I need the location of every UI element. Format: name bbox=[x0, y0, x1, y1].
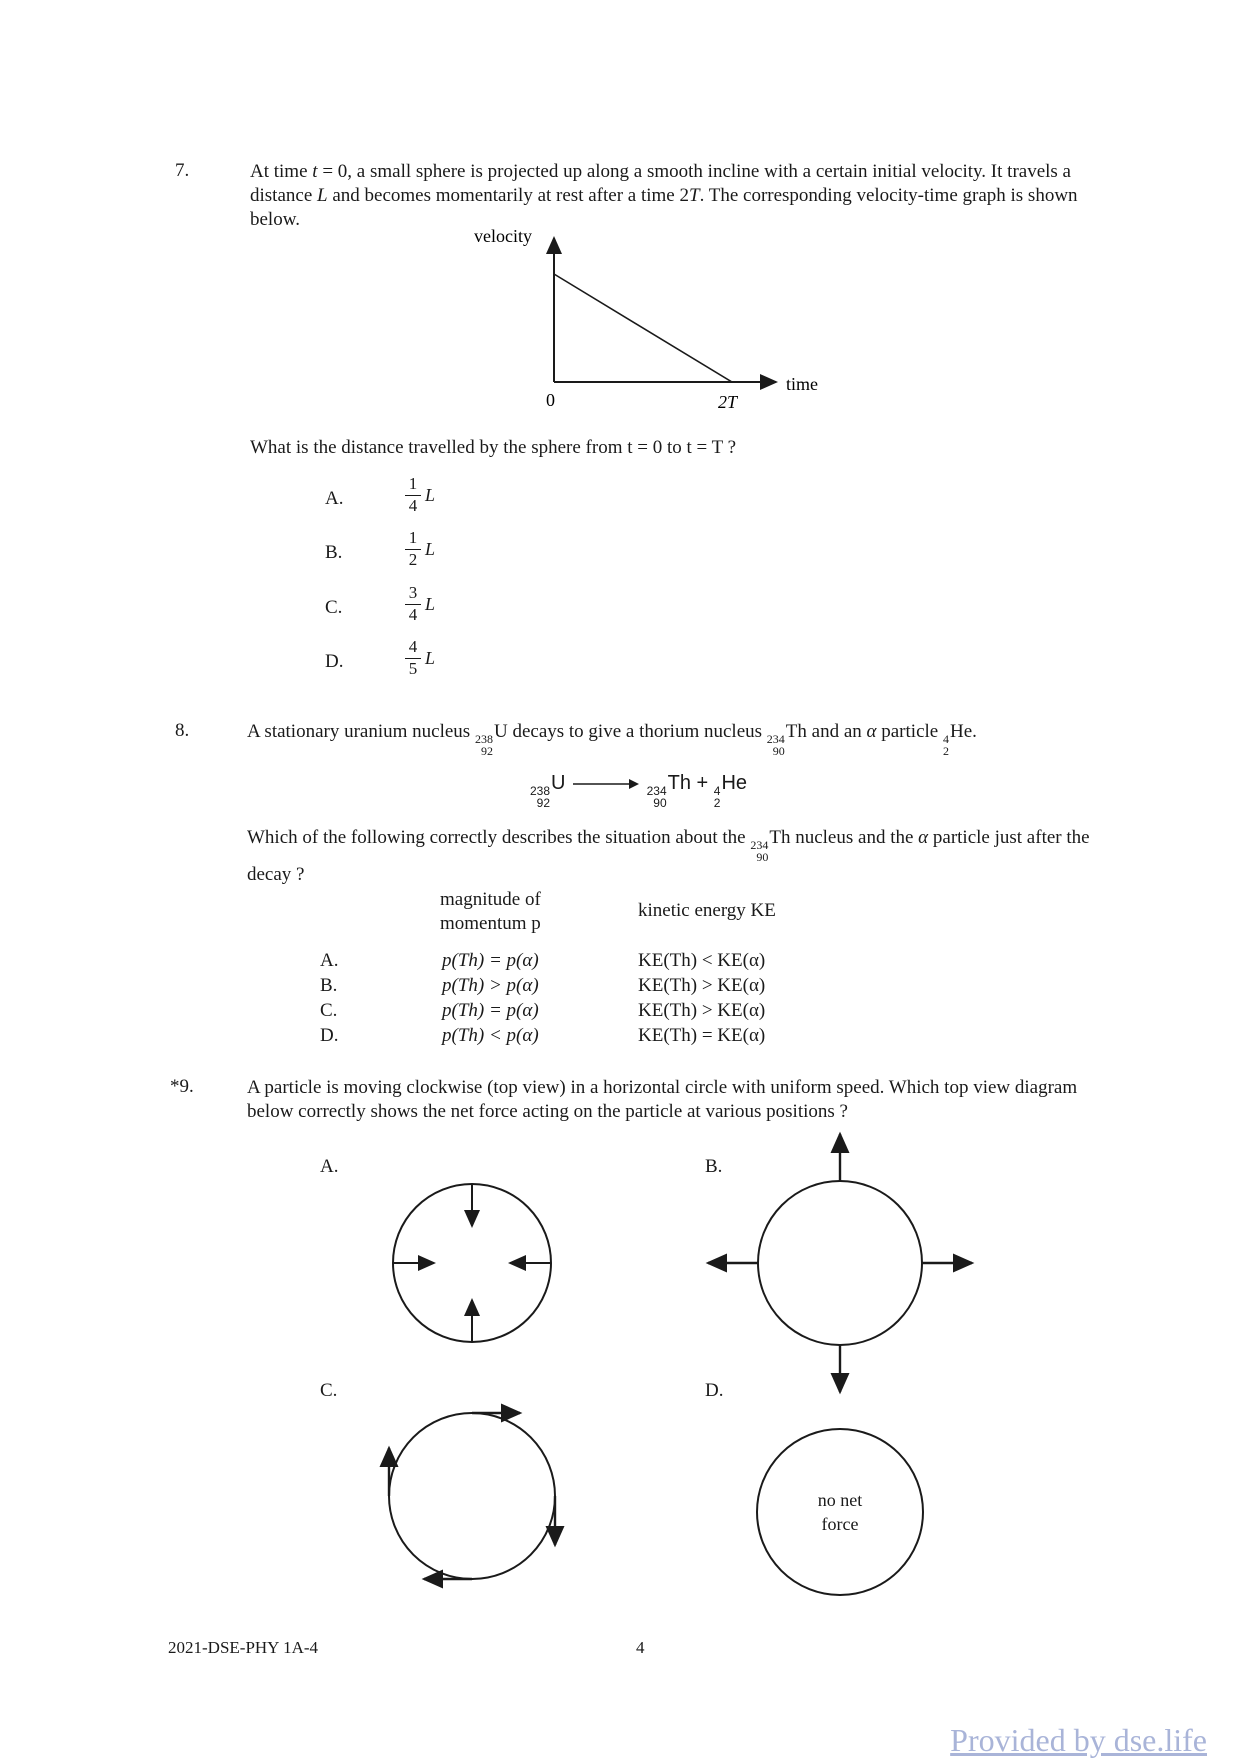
y-axis-label: velocity bbox=[474, 226, 532, 246]
velocity-time-graph bbox=[440, 222, 860, 412]
question-7-stem: At time t = 0, a small sphere is projected up along a smooth incline with a certain initial velocity. It travels a distance L and becomes momentarily at rest after a time 2T. The corresponding velocity-time graph is shown below. bbox=[250, 161, 1078, 230]
uranium-symbol: 238 92 U bbox=[474, 721, 508, 758]
q8-ke-cell: KE(Th) > KE(α) bbox=[638, 999, 766, 1021]
q8-row-a[interactable] bbox=[320, 948, 765, 973]
q7-option-c-fraction: $\frac{3}{4}$ bbox=[405, 583, 421, 625]
paper-code: 2021-DSE-PHY 1A-4 bbox=[168, 1638, 319, 1657]
q7-option-b-var: L bbox=[425, 539, 436, 559]
watermark-link[interactable]: Provided by dse.life bbox=[950, 1722, 1207, 1758]
diagram-c bbox=[389, 1413, 555, 1579]
q8-momentum-cell: p(Th) > p(α) bbox=[442, 974, 539, 996]
q7-option-d-fraction: $\frac{4}{5}$ bbox=[405, 637, 421, 679]
no-net-force-label: no net force bbox=[817, 1490, 863, 1534]
x-axis-label: time bbox=[786, 374, 818, 394]
q8-row-d[interactable] bbox=[320, 1023, 765, 1048]
q8-ke-cell: KE(Th) > KE(α) bbox=[638, 974, 766, 996]
q9-option-a-label[interactable]: A. bbox=[320, 1156, 339, 1177]
diagram-b bbox=[708, 1134, 972, 1392]
question-9-stem: A particle is moving clockwise (top view) in a horizontal circle with uniform speed. Which top view diagram below correctly shows the net force acting on the particle at various positions ? bbox=[247, 1077, 1078, 1122]
q8-row-label: C. bbox=[320, 999, 338, 1021]
q7-option-c-var: L bbox=[425, 594, 436, 614]
end-time-label: 2T bbox=[718, 392, 738, 412]
q8-ke-cell: KE(Th) = KE(α) bbox=[638, 1024, 766, 1046]
q8-col2-header: kinetic energy KE bbox=[638, 900, 776, 921]
q8-momentum-cell: p(Th) = p(α) bbox=[442, 999, 539, 1021]
q7-option-d-var: L bbox=[425, 648, 436, 668]
q7-option-a-fraction: $\frac{1}{4}$ bbox=[405, 474, 421, 516]
question-8-number: 8. bbox=[175, 720, 190, 741]
q9-option-c-label[interactable]: C. bbox=[320, 1380, 338, 1401]
origin-label: 0 bbox=[546, 390, 555, 410]
q7-option-d-label[interactable]: D. bbox=[325, 651, 344, 672]
question-8-prompt: Which of the following correctly describes the situation about the 234 90 Th nucleus and the α particle just after the decay ? bbox=[247, 827, 1090, 885]
q8-momentum-cell: p(Th) < p(α) bbox=[442, 1024, 539, 1046]
q8-row-label: B. bbox=[320, 974, 338, 996]
q9-option-d-label[interactable]: D. bbox=[705, 1380, 724, 1401]
thorium-symbol: 234 90 Th bbox=[766, 721, 807, 758]
q7-option-b-fraction: $\frac{1}{2}$ bbox=[405, 528, 421, 570]
question-9-number: *9. bbox=[170, 1076, 194, 1097]
helium-symbol: 4 2 He bbox=[942, 721, 973, 758]
q8-row-label: A. bbox=[320, 949, 339, 971]
q7-option-c-label[interactable]: C. bbox=[325, 597, 343, 618]
velocity-line bbox=[554, 274, 732, 382]
q7-option-a-label[interactable]: A. bbox=[325, 488, 344, 509]
q8-options-table bbox=[320, 948, 765, 1048]
q8-momentum-cell: p(Th) = p(α) bbox=[442, 949, 539, 971]
q9-option-b-label[interactable]: B. bbox=[705, 1156, 723, 1177]
q8-ke-cell: KE(Th) < KE(α) bbox=[638, 949, 766, 971]
q8-row-b[interactable] bbox=[320, 973, 765, 998]
question-7-number: 7. bbox=[175, 160, 190, 181]
page-number: 4 bbox=[636, 1638, 645, 1657]
question-7-prompt: What is the distance travelled by the sphere from t = 0 to t = T ? bbox=[250, 437, 737, 458]
reaction-arrow-icon bbox=[571, 777, 641, 791]
q8-col1-header: magnitude of momentum p bbox=[440, 889, 541, 934]
diagram-a bbox=[393, 1184, 551, 1342]
q7-option-a-var: L bbox=[425, 485, 436, 505]
decay-equation: 238 92 U 234 90 Th + 4 2 He bbox=[530, 772, 748, 810]
question-8-stem: A stationary uranium nucleus 238 92 U decays to give a thorium nucleus 234 90 Th and an α particle 4 2 He. bbox=[247, 721, 977, 758]
q7-option-b-label[interactable]: B. bbox=[325, 542, 343, 563]
q8-row-c[interactable] bbox=[320, 998, 765, 1023]
q8-row-label: D. bbox=[320, 1024, 339, 1046]
